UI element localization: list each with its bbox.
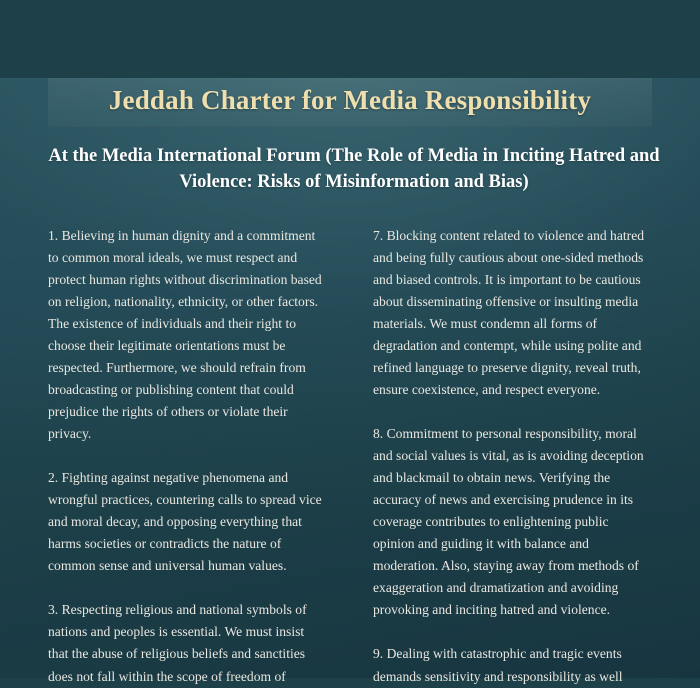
- paragraph: 3. Respecting religious and national symbols of nations and peoples is essential. We must insist that the abuse of religious beliefs and sanctities does not fall within the scope of freedom of: [48, 602, 307, 684]
- body-columns: [48, 225, 652, 687]
- paragraph: 9. Dealing with catastrophic and tragic events demands sensitivity and responsibility as well: [373, 646, 623, 684]
- document-page: [0, 78, 700, 684]
- paragraph: 8. Commitment to personal responsibility, moral and social values is vital, as is avoiding deception and blackmail to obtain news. Verifying the accuracy of news and exercising prudence in its coverage contributes to enlightening public opinion and guiding it with balance and moderation. Also, staying away from methods of exaggeration and dramatization and avoiding provoking and inciting hatred and violence.: [373, 426, 644, 618]
- paragraph: 1. Believing in human dignity and a commitment to common moral ideals, we must respect and protect human rights without discrimination based on religion, nationality, ethnicity, or other factors. The existence of individuals and their right to choose their legitimate orientations must be respected. Furthermore, we should refrain from broadcasting or publishing content that could prejudice the rights of others or violate their privacy.: [48, 228, 322, 442]
- page-title: Jeddah Charter for Media Responsibility: [108, 85, 592, 115]
- title-banner: [48, 78, 652, 127]
- right-column: [373, 225, 652, 687]
- page-subtitle: At the Media International Forum (The Role of Media in Inciting Hatred and Violence: Risks of Misinformation and Bias): [48, 145, 660, 192]
- left-column: [48, 225, 327, 687]
- paragraph: 2. Fighting against negative phenomena and wrongful practices, countering calls to spread vice and moral decay, and opposing everything that harms societies or contradicts the nature of common sense and universal human values.: [48, 470, 322, 574]
- paragraph: 7. Blocking content related to violence and hatred and being fully cautious about one-sided methods and biased controls. It is important to be cautious about disseminating offensive or insulting media materials. We must condemn all forms of degradation and contempt, while using polite and refined language to preserve dignity, reveal truth, ensure coexistence, and respect everyone.: [373, 228, 645, 398]
